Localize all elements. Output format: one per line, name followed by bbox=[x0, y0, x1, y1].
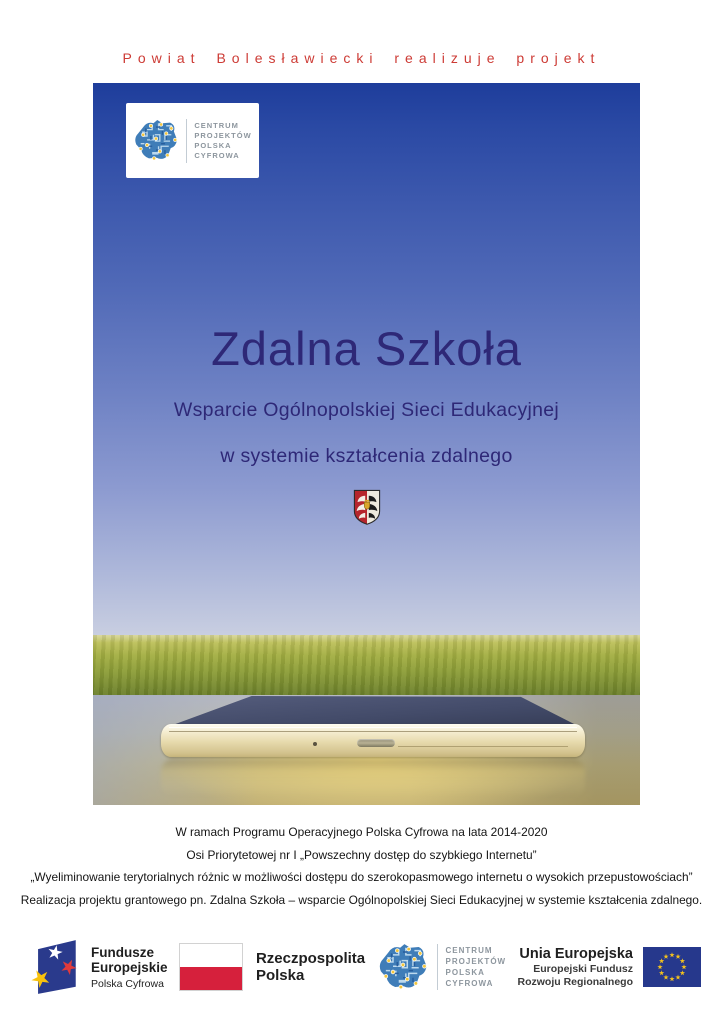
program-line-1: W ramach Programu Operacyjnego Polska Cyfrowa na lata 2014-2020 bbox=[175, 825, 548, 839]
fe-title-line: Europejskie bbox=[91, 959, 168, 975]
cppc-logo-badge bbox=[126, 103, 259, 178]
poster-subtitle-2: w systemie kształcenia zdalnego bbox=[220, 445, 513, 467]
top-header-text: Powiat Bolesławiecki realizuje projekt bbox=[122, 50, 601, 66]
unia-europejska-text bbox=[518, 946, 634, 988]
cppc-poland-map-icon bbox=[377, 942, 429, 992]
cppc-badge-line: POLSKA bbox=[194, 140, 232, 150]
cppc-badge-text bbox=[194, 121, 251, 161]
laptop-reflection bbox=[161, 759, 585, 797]
ue-title: Unia Europejska bbox=[519, 946, 633, 962]
cppc-badge-line: CENTRUM bbox=[194, 120, 239, 130]
grass-field bbox=[93, 635, 640, 699]
cppc-badge-line: CYFROWA bbox=[194, 150, 240, 160]
cppc-footer-line: PROJEKTÓW bbox=[445, 957, 507, 966]
powiat-coat-of-arms-icon bbox=[353, 489, 380, 526]
fundusze-europejskie-text bbox=[91, 945, 168, 990]
poster-title: Zdalna Szkoła bbox=[211, 322, 522, 375]
laptop-latch bbox=[357, 739, 395, 747]
cppc-footer-line: POLSKA bbox=[445, 968, 485, 977]
fe-subtitle: Polska Cyfrowa bbox=[91, 977, 164, 990]
cppc-footer-line: CYFROWA bbox=[445, 979, 494, 988]
rzeczpospolita-polska-text bbox=[256, 950, 365, 984]
ue-subtitle-line: Rozwoju Regionalnego bbox=[517, 975, 633, 988]
fundusze-europejskie-logo bbox=[30, 938, 168, 996]
poland-flag-white bbox=[180, 944, 242, 967]
poster-subtitle-1: Wsparcie Ogólnopolskiej Sieci Edukacyjnej bbox=[173, 399, 560, 421]
rp-line: Polska bbox=[255, 967, 305, 984]
program-line-2: Osi Priorytetowej nr I „Powszechny dostęp do szybkiego Internetu” bbox=[186, 847, 537, 862]
cppc-footer-line: CENTRUM bbox=[445, 946, 493, 955]
badge-divider bbox=[186, 119, 187, 163]
cppc-footer-text bbox=[446, 945, 507, 989]
program-line-3: „Wyeliminowanie terytorialnych różnic w możliwości dostępu do szerokopasmowego internetu o wysokich przepustowościach” bbox=[30, 870, 693, 885]
laptop-seam bbox=[169, 731, 576, 732]
fundusze-europejskie-flag-icon bbox=[30, 938, 82, 996]
cppc-badge-line: PROJEKTÓW bbox=[194, 130, 252, 140]
laptop-sleep-light bbox=[313, 742, 317, 746]
laptop-image bbox=[161, 724, 585, 757]
rp-line: Rzeczpospolita bbox=[255, 950, 366, 967]
hero-image bbox=[93, 83, 640, 805]
laptop-highlight bbox=[169, 727, 576, 728]
program-line-4: Realizacja projektu grantowego pn. Zdalna Szkoła – wsparcie Ogólnopolskiej Sieci Edukacyjnej w systemie kształcenia zdalnego. bbox=[20, 892, 703, 907]
poland-flag-icon bbox=[179, 943, 243, 991]
cppc-poland-map-icon bbox=[133, 118, 179, 163]
cppc-footer-logo bbox=[377, 942, 507, 992]
poland-flag-red bbox=[180, 967, 242, 990]
eu-flag-icon bbox=[643, 947, 701, 987]
unia-europejska-logo bbox=[518, 946, 702, 988]
fe-title-line: Fundusze bbox=[91, 944, 154, 960]
cppc-divider bbox=[437, 944, 438, 990]
ue-subtitle-line: Europejski Fundusz bbox=[533, 963, 633, 975]
laptop-side-seam bbox=[398, 746, 568, 747]
footer-logos-row bbox=[30, 929, 701, 1005]
rzeczpospolita-polska-logo bbox=[179, 943, 365, 991]
program-description bbox=[8, 821, 715, 911]
